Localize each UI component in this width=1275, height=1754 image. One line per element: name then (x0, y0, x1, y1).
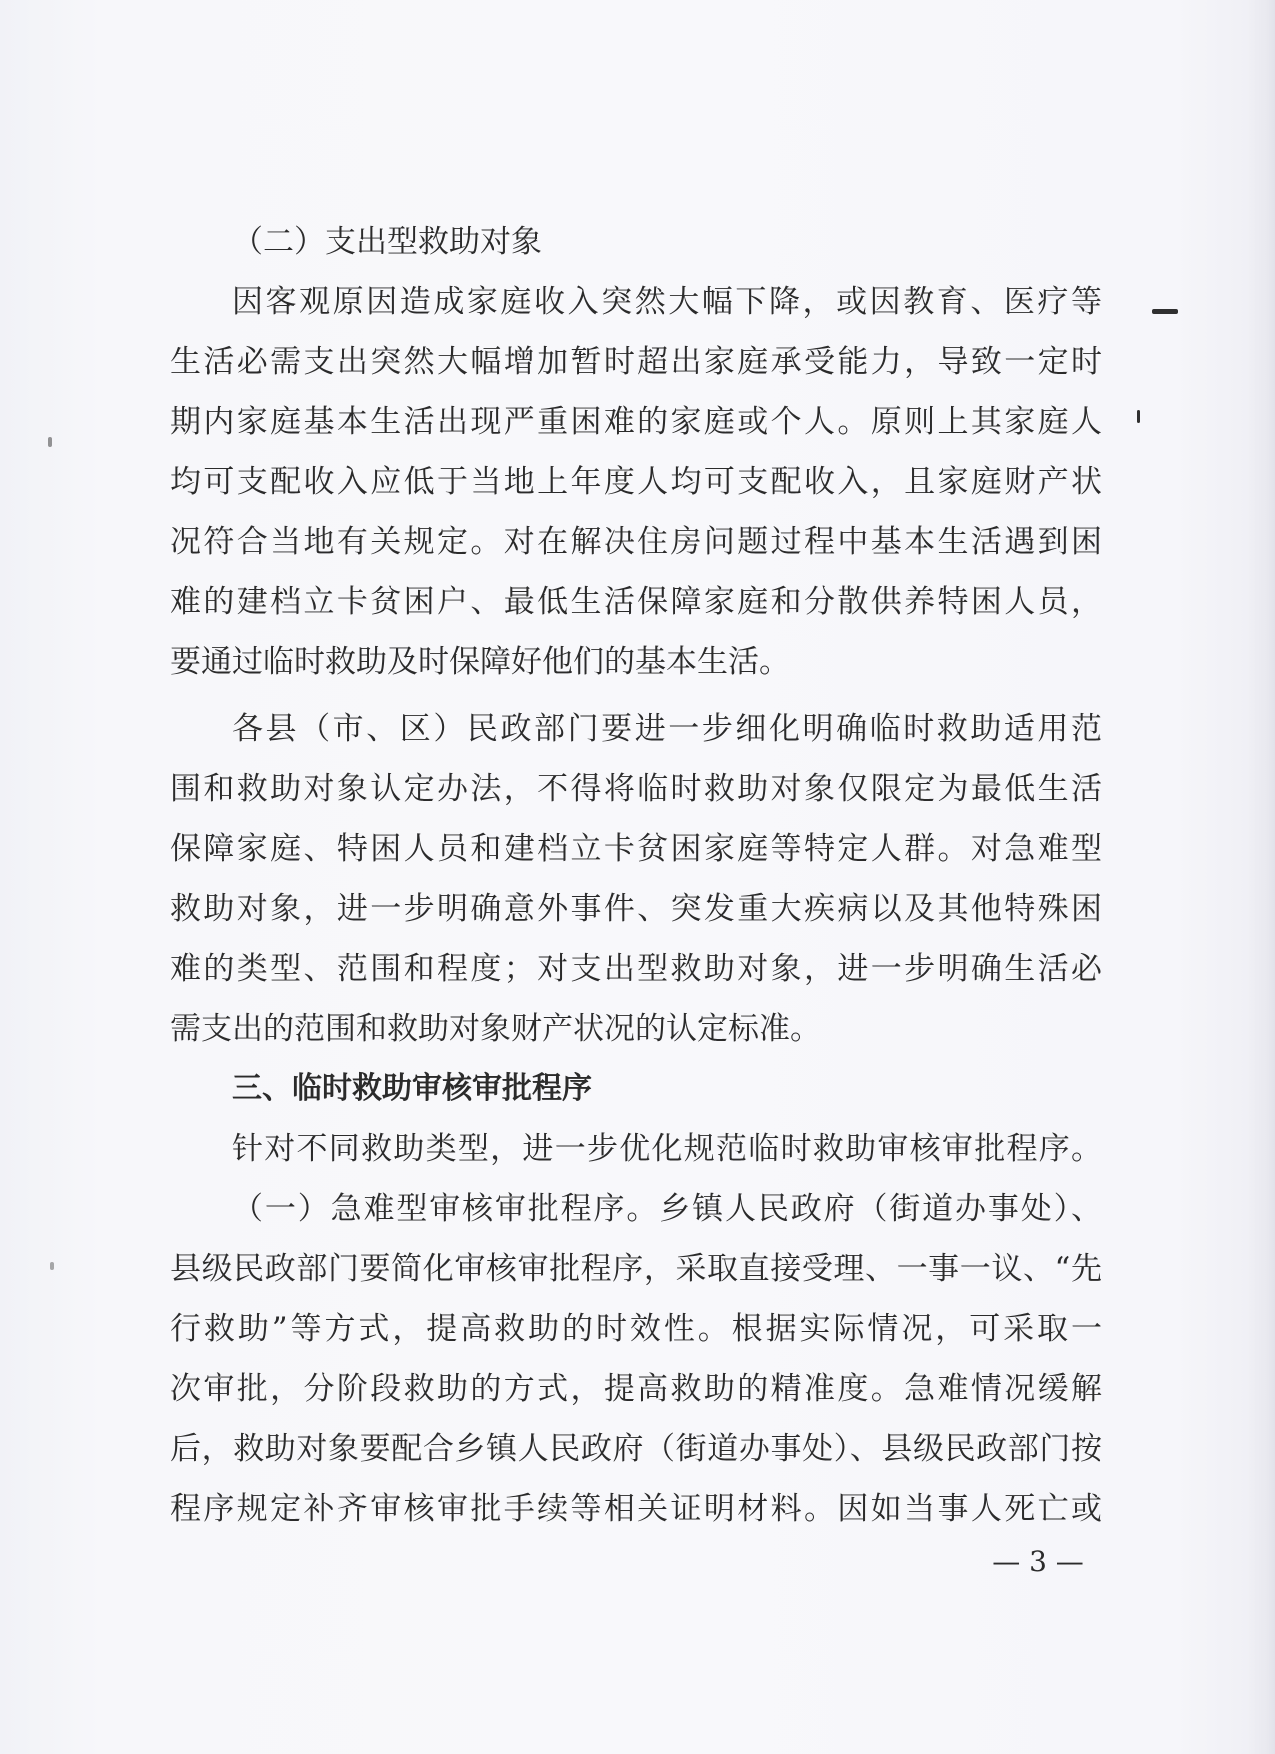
paragraph-line: 保障家庭、特困人员和建档立卡贫困家庭等特定人群。对急难型 (170, 831, 1102, 867)
paragraph-line: 各县（市、区）民政部门要进一步细化明确临时救助适用范 (232, 711, 1102, 747)
paragraph-line: 均可支配收入应低于当地上年度人均可支配收入，且家庭财产状 (170, 464, 1102, 500)
paragraph-line: 次审批，分阶段救助的方式，提高救助的精准度。急难情况缓解 (170, 1371, 1102, 1407)
section-heading-3: 三、临时救助审核审批程序 (232, 1071, 592, 1106)
paragraph-line: 需支出的范围和救助对象财产状况的认定标准。 (170, 1011, 821, 1047)
paragraph-line: 要通过临时救助及时保障好他们的基本生活。 (170, 644, 790, 680)
scan-edge-shadow (1247, 0, 1275, 1754)
paragraph-line: 难的建档立卡贫困户、最低生活保障家庭和分散供养特困人员， (170, 584, 1102, 620)
scan-speck (48, 437, 52, 447)
paragraph-line: 针对不同救助类型，进一步优化规范临时救助审核审批程序。 (232, 1131, 1102, 1167)
subsection-heading-2: （二）支出型救助对象 (232, 224, 542, 260)
page-number: — 3 — (992, 1545, 1084, 1578)
paragraph-line: 县级民政部门要简化审核审批程序，采取直接受理、一事一议、“先 (170, 1251, 1102, 1287)
scan-speck (1137, 410, 1140, 423)
scan-speck (1152, 309, 1178, 314)
paragraph-line: 难的类型、范围和程度；对支出型救助对象，进一步明确生活必 (170, 951, 1102, 987)
paragraph-line: 后，救助对象要配合乡镇人民政府（街道办事处）、县级民政部门按 (170, 1431, 1102, 1467)
paragraph-line: 围和救助对象认定办法，不得将临时救助对象仅限定为最低生活 (170, 771, 1102, 807)
paragraph-line: 行救助”等方式，提高救助的时效性。根据实际情况，可采取一 (170, 1311, 1102, 1347)
paragraph-line: 生活必需支出突然大幅增加暂时超出家庭承受能力，导致一定时 (170, 344, 1102, 380)
document-body (170, 212, 1102, 1539)
paragraph-line: 况符合当地有关规定。对在解决住房问题过程中基本生活遇到困 (170, 524, 1102, 560)
paragraph-line: 期内家庭基本生活出现严重困难的家庭或个人。原则上其家庭人 (170, 404, 1102, 440)
paragraph-line: 救助对象，进一步明确意外事件、突发重大疾病以及其他特殊困 (170, 891, 1102, 927)
paragraph-line: 程序规定补齐审核审批手续等相关证明材料。因如当事人死亡或 (170, 1491, 1102, 1527)
scan-speck (50, 1262, 54, 1270)
paragraph-gap (170, 692, 1102, 699)
paragraph-line: （一）急难型审核审批程序。乡镇人民政府（街道办事处）、 (232, 1191, 1102, 1227)
paragraph-line: 因客观原因造成家庭收入突然大幅下降，或因教育、医疗等 (232, 284, 1102, 320)
